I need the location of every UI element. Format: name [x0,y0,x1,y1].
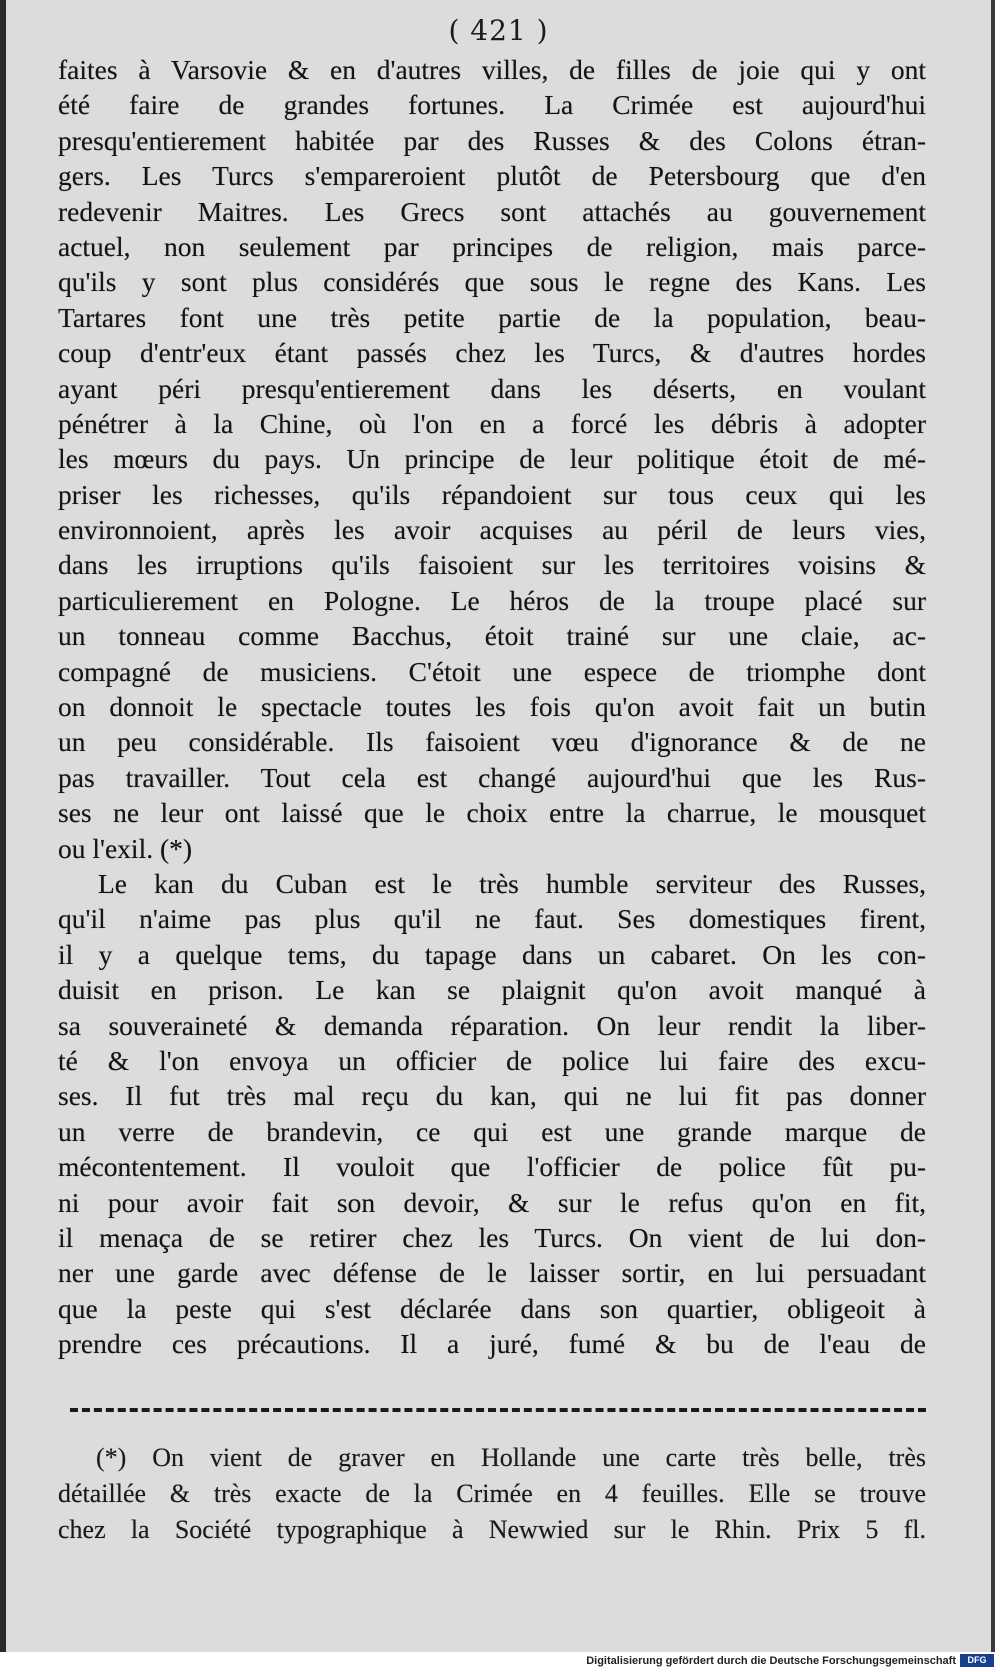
text-line: gers. Les Turcs s'empareroient plutôt de Petersbourg que d'en [58,160,926,192]
text-line: les mœurs du pays. Un principe de leur politique étoit de mé- [58,443,926,475]
text-line: ses. Il fut très mal reçu du kan, qui ne lui fit pas donner [58,1080,926,1112]
text-line: actuel, non seulement par principes de religion, mais parce- [58,230,926,262]
text-line: été faire de grandes fortunes. La Crimée est aujourd'hui [58,89,926,121]
text-line: qu'ils y sont plus considérés que sous le regne des Kans. Les [58,266,926,298]
page-number: ( 421 ) [448,14,549,47]
text-line: qu'il n'aime pas plus qu'il ne faut. Ses domestiques firent, [58,903,926,935]
digitization-credit: Digitalisierung gefördert durch die Deutsche Forschungsgemeinschaft [586,1655,956,1667]
text-line: prendre ces précautions. Il a juré, fumé & bu de l'eau de [58,1328,926,1360]
text-line: il menaça de se retirer chez les Turcs. On vient de lui don- [58,1221,926,1253]
footnote-line: (*) On vient de graver en Hollande une carte très belle, très [96,1443,926,1472]
footnote-line: chez la Société typographique à Newwied sur le Rhin. Prix 5 fl. [58,1515,926,1544]
text-line: on donnoit le spectacle toutes les fois qu'on avoit fait un butin [58,691,926,723]
text-line: pénétrer à la Chine, où l'on en a forcé les débris à adopter [58,407,926,439]
text-line: faites à Varsovie & en d'autres villes, de filles de joie qui y ont [58,54,926,85]
dfg-logo: DFG [960,1654,994,1667]
text-line: té & l'on envoya un officier de police lui faire des excu- [58,1044,926,1076]
text-line: particulierement en Pologne. Le héros de la troupe placé sur [58,584,926,616]
text-line: pas travailler. Tout cela est changé aujourd'hui que les Rus- [58,761,926,793]
text-line: compagné de musiciens. C'étoit une espece de triomphe dont [58,655,926,687]
text-line: ner une garde avec défense de le laisser sortir, en lui persuadant [58,1257,926,1289]
footnote-divider [70,1408,926,1412]
footnote [58,1440,926,1548]
text-line: un verre de brandevin, ce qui est une grande marque de [58,1115,926,1147]
text-line: ou l'exil. (*) [58,832,193,864]
text-line: un tonneau comme Bacchus, étoit trainé sur une claie, ac- [58,620,926,652]
text-line: duisit en prison. Le kan se plaignit qu'on avoit manqué à [58,974,926,1006]
body-text [58,52,926,1361]
text-line: ayant péri presqu'entierement dans les déserts, en voulant [58,372,926,404]
text-line: dans les irruptions qu'ils faisoient sur les territoires voisins & [58,549,926,581]
text-line: sa souveraineté & demanda réparation. On leur rendit la liber- [58,1009,926,1041]
text-line: un peu considérable. Ils faisoient vœu d'ignorance & de ne [58,726,926,758]
text-line: mécontentement. Il vouloit que l'officier de police fût pu- [58,1151,926,1183]
text-line: priser les richesses, qu'ils répandoient sur tous ceux qui les [58,478,926,510]
text-line: presqu'entierement habitée par des Russes & des Colons étran- [58,124,926,156]
text-line: Tartares font une très petite partie de la population, beau- [58,301,926,333]
text-line: que la peste qui s'est déclarée dans son quartier, obligeoit à [58,1292,926,1324]
text-line: ni pour avoir fait son devoir, & sur le refus qu'on en fit, [58,1186,926,1218]
text-line: Le kan du Cuban est le très humble serviteur des Russes, [98,867,926,899]
text-line: ses ne leur ont laissé que le choix entre la charrue, le mousquet [58,797,926,829]
text-line: coup d'entr'eux étant passés chez les Turcs, & d'autres hordes [58,337,926,369]
text-line: environnoient, après les avoir acquises au péril de leurs vies, [58,514,926,546]
text-line: il y a quelque tems, du tapage dans un cabaret. On les con- [58,938,926,970]
text-line: redevenir Maitres. Les Grecs sont attachés au gouvernement [58,195,926,227]
footnote-line: détaillée & très exacte de la Crimée en 4 feuilles. Elle se trouve [58,1479,926,1508]
